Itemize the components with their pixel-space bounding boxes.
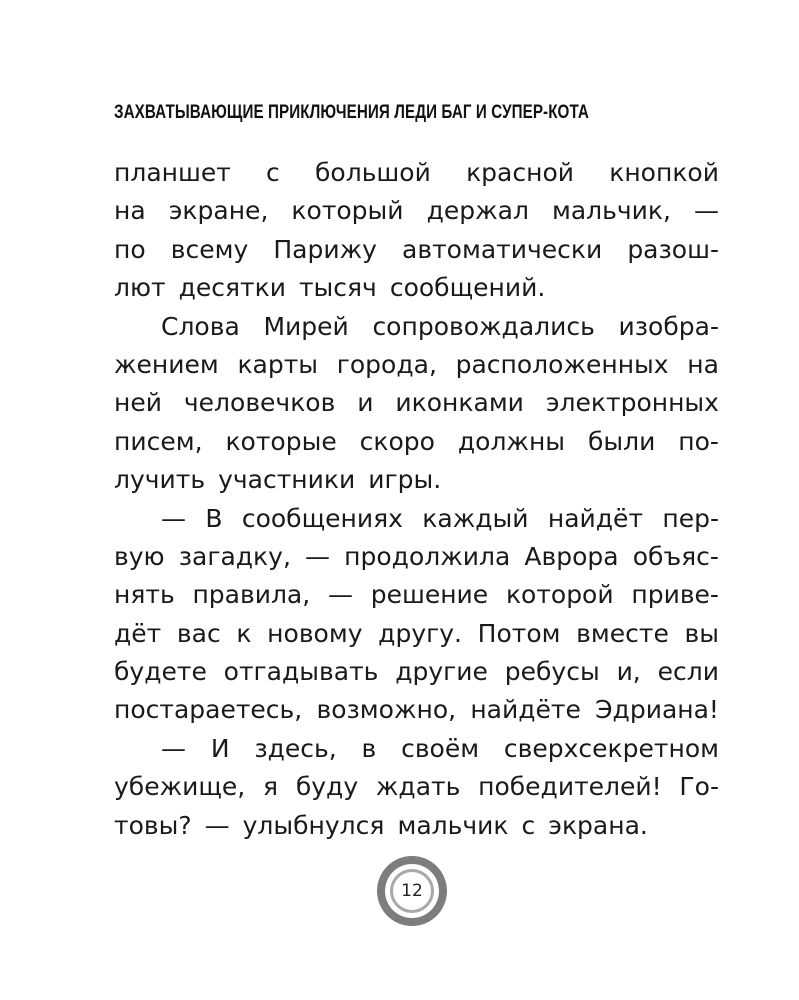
text-line (114, 538, 719, 576)
word: по- (678, 426, 719, 456)
text-line (114, 192, 719, 230)
text-line (114, 308, 719, 346)
text-line (114, 231, 719, 269)
word: И (210, 733, 230, 763)
word: — (161, 733, 186, 763)
word: держал (426, 196, 529, 226)
word: убежище, (114, 772, 246, 802)
word: вас (176, 618, 221, 648)
word: расположенных (455, 349, 669, 379)
page-number-badge (376, 855, 448, 927)
word: автоматически (402, 234, 603, 264)
word: которые (225, 426, 337, 456)
text-line (114, 423, 719, 461)
word: я (263, 772, 279, 802)
word: дёт (114, 618, 162, 648)
word: ждать (375, 772, 461, 802)
word: всему (170, 234, 249, 264)
word: вую (114, 541, 165, 571)
word: другу. (378, 618, 462, 648)
text-line (114, 500, 719, 538)
text-line (114, 576, 719, 614)
word: здесь, (254, 733, 337, 763)
word: скоро (359, 426, 435, 456)
word: Слова (161, 311, 240, 341)
word: сообщениях (241, 503, 403, 533)
word: человечков (183, 388, 336, 418)
word: карты (237, 349, 319, 379)
word: — (204, 810, 230, 840)
text-line (114, 269, 719, 307)
word: участники (218, 465, 356, 495)
text-line (114, 653, 719, 691)
word: каждый (422, 503, 529, 533)
word: жением (114, 349, 219, 379)
word: — (305, 541, 331, 571)
word: приве- (631, 580, 719, 610)
word: электронных (545, 388, 719, 418)
word: буду (295, 772, 359, 802)
word: Аврора (524, 541, 619, 571)
word: по (114, 234, 146, 264)
word: — (693, 196, 719, 226)
word: Парижу (273, 234, 377, 264)
word: вместе (576, 618, 669, 648)
word: игры. (368, 465, 442, 495)
word: к (236, 618, 252, 648)
word: будете (114, 657, 207, 687)
word: Го- (679, 772, 719, 802)
word: мальчик, (551, 196, 671, 226)
word: товы? (114, 810, 192, 840)
word: если (657, 657, 719, 687)
text-line (114, 461, 719, 499)
word: другие (395, 657, 488, 687)
word: пер- (662, 503, 719, 533)
word: — (327, 580, 353, 610)
word: большой (315, 158, 431, 187)
word: должны (457, 426, 566, 456)
page-number: 12 (401, 881, 423, 901)
word: своём (401, 733, 480, 763)
text-line (114, 615, 719, 653)
word: решение (370, 580, 489, 610)
text-line (114, 730, 719, 768)
word: которой (505, 580, 614, 610)
word: сообщений. (389, 273, 546, 303)
word: и, (616, 657, 641, 687)
word: победителей! (478, 772, 662, 802)
word: кнопкой (609, 158, 719, 187)
word: изобра- (618, 311, 719, 341)
word: улыбнулся (242, 810, 385, 840)
word: с (266, 158, 280, 187)
word: лют (114, 273, 166, 303)
word: правила, (192, 580, 311, 610)
word: найдёт (547, 503, 644, 533)
word: вы (684, 618, 719, 648)
word: на (114, 196, 146, 226)
text-line (114, 807, 719, 845)
word: экрана. (548, 810, 648, 840)
word: писем, (114, 426, 203, 456)
word: нять (114, 580, 175, 610)
word: на (687, 349, 719, 379)
word: и (357, 388, 374, 418)
word: который (291, 196, 404, 226)
text-line (114, 691, 719, 729)
word: В (205, 503, 223, 533)
text-line (114, 346, 719, 384)
word: в (361, 733, 377, 763)
word: возможно, (316, 695, 457, 725)
word: загадку, (178, 541, 291, 571)
word: тысяч (298, 273, 377, 303)
word: красной (466, 158, 575, 187)
word: экране, (168, 196, 269, 226)
word: иконками (395, 388, 524, 418)
word: — (161, 503, 186, 533)
word: постараетесь, (114, 695, 303, 725)
body-text (114, 154, 719, 845)
text-line (114, 154, 719, 192)
word: были (587, 426, 656, 456)
word: ней (114, 388, 162, 418)
word: отгадывать (223, 657, 379, 687)
word: мальчик (397, 810, 509, 840)
text-line (114, 384, 719, 422)
text-line (114, 768, 719, 806)
word: объяс- (632, 541, 719, 571)
word: сверхсекретном (503, 733, 719, 763)
word: ребусы (504, 657, 600, 687)
word: лучить (114, 465, 206, 495)
word: с (521, 810, 536, 840)
word: новому (267, 618, 363, 648)
word: города, (336, 349, 437, 379)
word: Потом (477, 618, 561, 648)
word: Мирей (263, 311, 349, 341)
word: продолжила (344, 541, 511, 571)
word: планшет (114, 158, 231, 187)
word: десятки (178, 273, 286, 303)
word: разош- (627, 234, 719, 264)
word: Эдриана! (595, 695, 719, 725)
running-header: ЗАХВАТЫВАЮЩИЕ ПРИКЛЮЧЕНИЯ ЛЕДИ БАГ И СУПЕР-КОТА (114, 102, 589, 123)
word: сопровождались (372, 311, 595, 341)
word: найдёте (470, 695, 581, 725)
